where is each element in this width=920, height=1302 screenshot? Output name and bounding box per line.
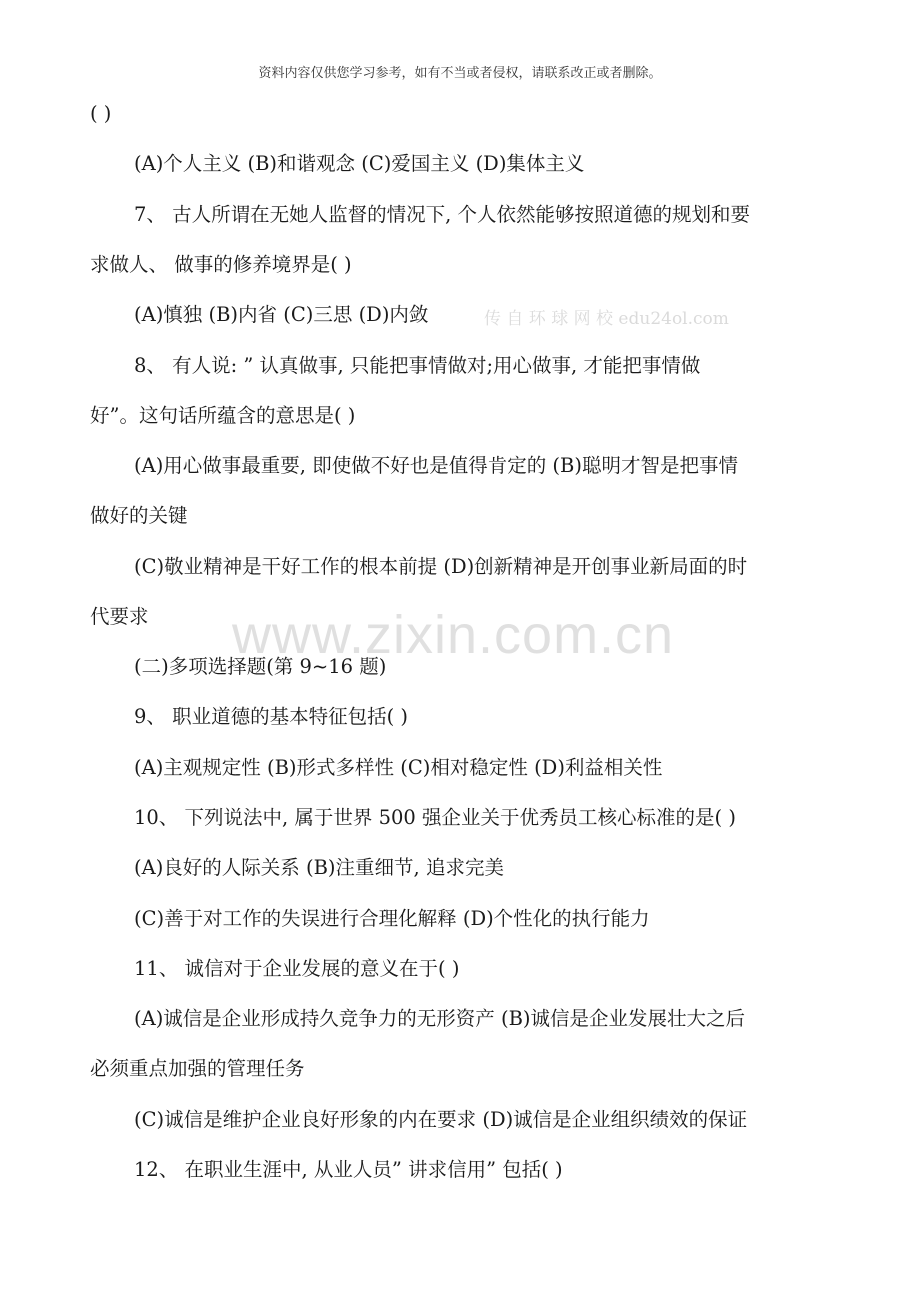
watermark-small: 传 自 环 球 网 校 edu24ol.com — [484, 309, 729, 329]
q11-options-ab-cont: 必须重点加强的管理任务 — [90, 1057, 305, 1080]
q7-question-cont: 求做人、 做事的修养境界是( ) — [90, 253, 352, 276]
answer-blank: ( ) — [90, 102, 112, 125]
q12-question: 12、 在职业生涯中, 从业人员” 讲求信用” 包括( ) — [134, 1158, 563, 1181]
page-header-notice: 资料内容仅供您学习参考，如有不当或者侵权，请联系改正或者删除。 — [258, 66, 662, 81]
q11-options-cd: (C)诚信是维护企业良好形象的内在要求 (D)诚信是企业组织绩效的保证 — [134, 1108, 748, 1131]
q9-question: 9、 职业道德的基本特征包括( ) — [134, 705, 409, 728]
q6-options: (A)个人主义 (B)和谐观念 (C)爱国主义 (D)集体主义 — [134, 152, 585, 175]
q10-question: 10、 下列说法中, 属于世界 500 强企业关于优秀员工核心标准的是( ) — [134, 806, 736, 829]
q11-options-ab: (A)诚信是企业形成持久竞争力的无形资产 (B)诚信是企业发展壮大之后 — [134, 1007, 746, 1030]
section-heading: (二)多项选择题(第 9~16 题) — [134, 655, 387, 678]
q8-options-ab: (A)用心做事最重要, 即使做不好也是值得肯定的 (B)聪明才智是把事情 — [134, 454, 738, 477]
q11-question: 11、 诚信对于企业发展的意义在于( ) — [134, 957, 460, 980]
q10-options-cd: (C)善于对工作的失误进行合理化解释 (D)个性化的执行能力 — [134, 907, 650, 930]
q8-options-cd-cont: 代要求 — [90, 605, 149, 628]
q7-options: (A)慎独 (B)内省 (C)三思 (D)内敛 — [134, 303, 429, 326]
q9-options: (A)主观规定性 (B)形式多样性 (C)相对稳定性 (D)利益相关性 — [134, 756, 663, 779]
q8-question-cont: 好”。这句话所蕴含的意思是( ) — [90, 404, 356, 427]
q10-options-ab: (A)良好的人际关系 (B)注重细节, 追求完美 — [134, 856, 504, 879]
q8-question: 8、 有人说: ” 认真做事, 只能把事情做对;用心做事, 才能把事情做 — [134, 354, 701, 377]
q8-options-cd: (C)敬业精神是干好工作的根本前提 (D)创新精神是开创事业新局面的时 — [134, 555, 748, 578]
q8-options-ab-cont: 做好的关键 — [90, 504, 188, 527]
watermark-big: www.zixin.com.cn — [232, 605, 675, 665]
q7-question: 7、 古人所谓在无她人监督的情况下, 个人依然能够按照道德的规划和要 — [134, 203, 751, 226]
